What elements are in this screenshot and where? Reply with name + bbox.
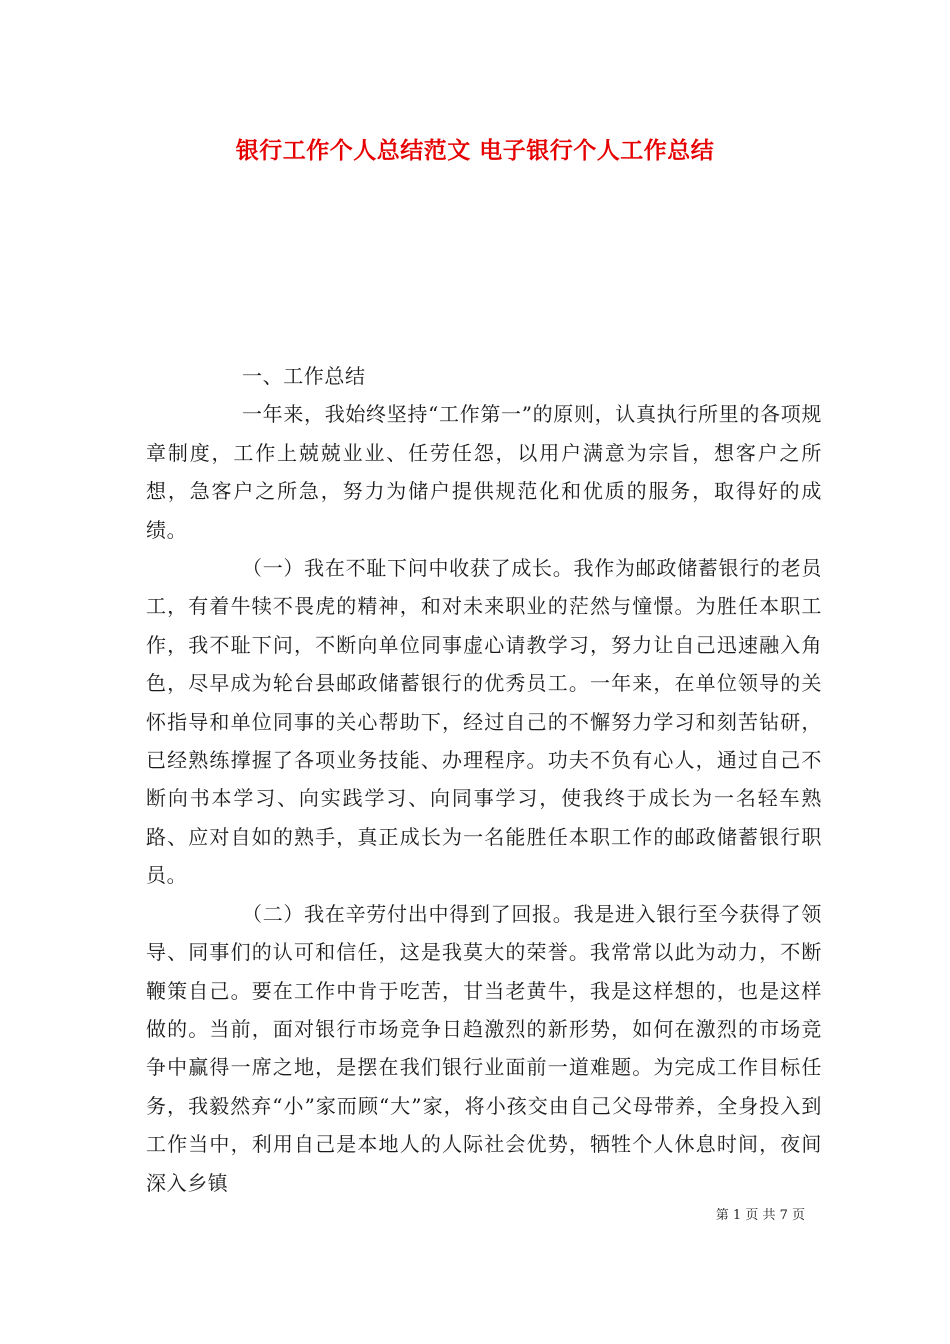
document-title: 银行工作个人总结范文 电子银行个人工作总结: [235, 137, 715, 164]
paragraph-growth: （一）我在不耻下问中收获了成长。我作为邮政储蓄银行的老员工，有着牛犊不畏虎的精神，和对未来职业的茫然与憧憬。为胜任本职工作，我不耻下问，不断向单位同事虚心请教学习，努力让自己迅速融入角色，尽早成为轮台县邮政储蓄银行的优秀员工。一年来，在单位领导的关怀指导和单位同事的关心帮助下，经过自己的不懈努力学习和刻苦钻研，已经熟练撑握了各项业务技能、办理程序。功夫不负有心人，通过自己不断向书本学习、向实践学习、向同事学习，使我终于成长为一名轻车熟路、应对自如的熟手，真正成长为一名能胜任本职工作的邮政储蓄银行职员。: [146, 556, 822, 888]
paragraph-reward: （二）我在辛劳付出中得到了回报。我是进入银行至今获得了领导、同事们的认可和信任，这是我莫大的荣誉。我常常以此为动力，不断鞭策自己。要在工作中肯于吃苦，甘当老黄牛，我是这样想的，也是这样做的。当前，面对银行市场竞争日趋激烈的新形势，如何在激烈的市场竞争中赢得一席之地，是摆在我们银行业面前一道难题。为完成工作目标任务，我毅然弃“小”家而顾“大”家，将小孩交由自己父母带养，全身投入到工作当中，利用自己是本地人的人际社会优势，牺牲个人休息时间，夜间深入乡镇: [146, 901, 822, 1195]
section-heading: 一、工作总结: [242, 364, 366, 388]
paragraph-intro: 一年来，我始终坚持“工作第一”的原则，认真执行所里的各项规章制度，工作上兢兢业业、任劳任怨，以用户满意为宗旨，想客户之所想，急客户之所急，努力为储户提供规范化和优质的服务，取得好的成绩。: [146, 402, 822, 542]
document-body: [146, 357, 822, 1202]
page-number: 第 1 页 共 7 页: [715, 1208, 805, 1223]
